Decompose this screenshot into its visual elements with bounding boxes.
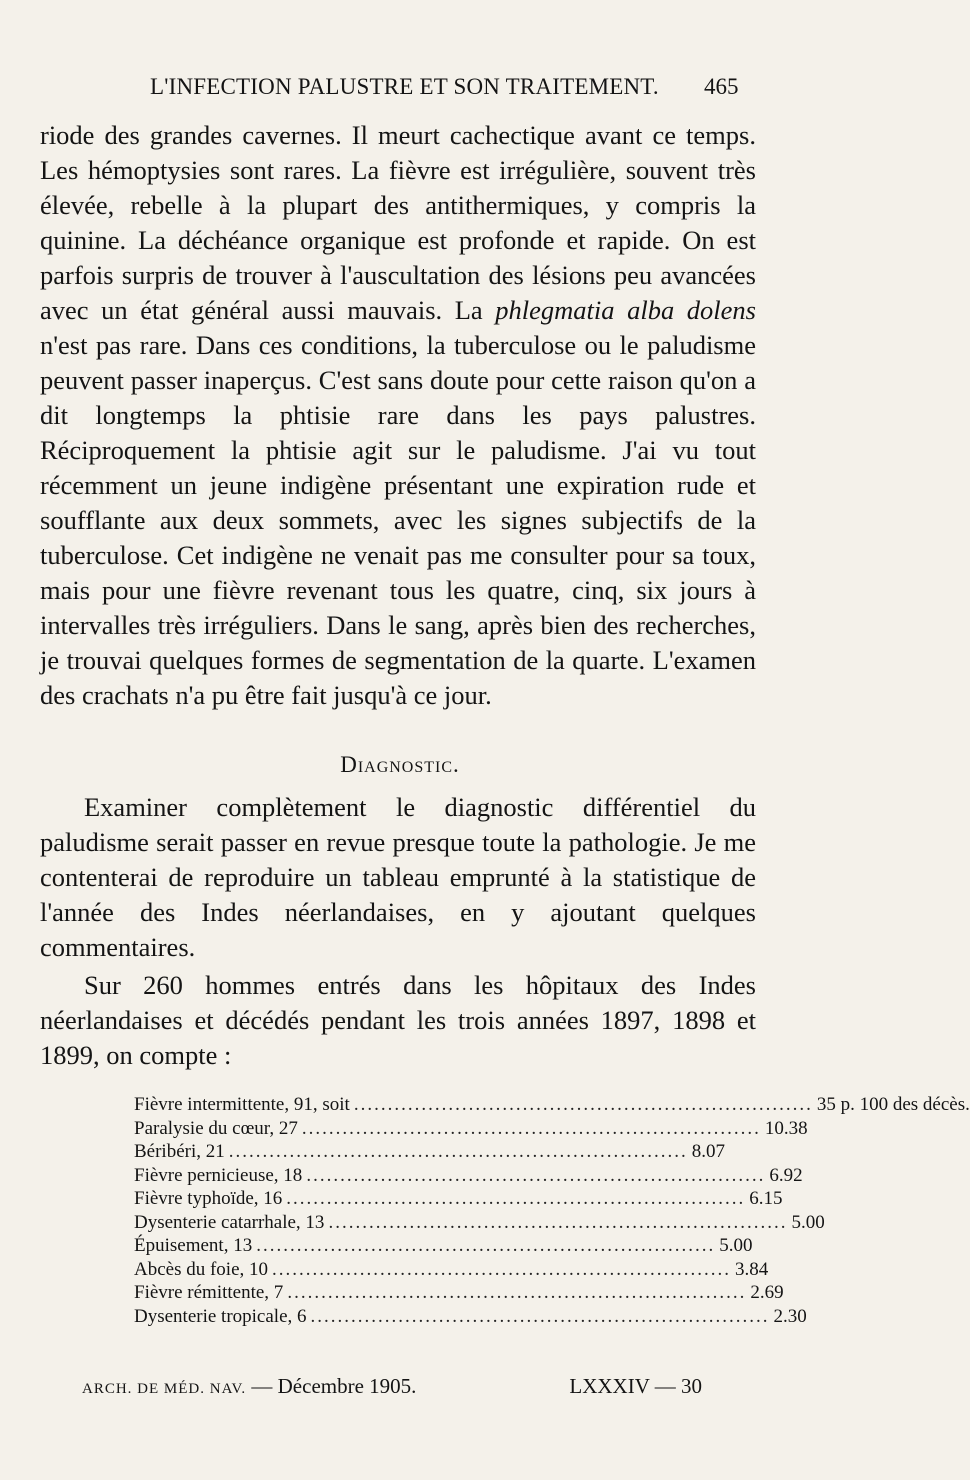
dot-leader: ....................................................................	[353, 1094, 813, 1115]
stat-value: 3.84	[735, 1258, 769, 1280]
dot-leader: ....................................................................	[286, 1188, 746, 1209]
stat-value: 8.07	[691, 1141, 726, 1162]
stat-label: Fièvre intermittente, 91, soit	[134, 1094, 350, 1115]
stat-label: Épuisement, 13	[134, 1235, 253, 1256]
stat-value: 6.92	[769, 1164, 803, 1186]
table-row	[134, 1164, 803, 1188]
stat-value: 2.69	[750, 1282, 784, 1303]
opening-paragraph	[40, 118, 756, 713]
page-number: 465	[704, 74, 739, 99]
running-title: L'INFECTION PALUSTRE ET SON TRAITEMENT.	[150, 74, 659, 99]
diagnostic-paragraph: Examiner complètement le diagnostic différentiel du paludisme serait passer en revue presque toute la pathologie. Je me contenterai de reproduire un tableau emprunté à la statistique de l'année des Indes néerlandaises, en y ajoutant quelques commentaires.	[40, 792, 756, 962]
stat-label: Paralysie du cœur, 27	[134, 1117, 298, 1139]
stat-value: 5.00	[719, 1235, 753, 1256]
section-heading-diagnostic: Diagnostic.	[340, 752, 460, 777]
table-row	[134, 1187, 783, 1211]
journal-issue: — Décembre 1905.	[251, 1374, 417, 1398]
stat-label: Dysenterie catarrhale, 13	[134, 1211, 325, 1233]
journal-abbreviation: ARCH. DE MÉD. NAV.	[82, 1381, 247, 1397]
table-row	[134, 1211, 825, 1235]
stat-label: Fièvre rémittente, 7	[134, 1282, 284, 1303]
stat-label: Béribéri, 21	[134, 1141, 225, 1162]
table-row	[134, 1140, 754, 1164]
paragraph-text-part-2: n'est pas rare. Dans ces conditions, la tuberculose ou le paludisme peuvent passer inaperçus. C'est sans doute pour cette raison qu'on a dit longtemps la phtisie rare dans les pays palustres. Réciproquement la phtisie agit sur le paludisme. J'ai vu tout récemment un jeune indigène présentant une expiration rude et soufflante aux deux sommets, avec les signes subjectifs de la tuberculose. Cet indigène ne venait pas me consulter pour sa toux, mais pour une fièvre revenant tous les quatre, cinq, six jours à intervalles très irréguliers. Dans le sang, après bien des recherches, je trouvai quelques formes de segmentation de la quarte. L'examen des crachats n'a pu être fait jusqu'à ce jour.	[40, 330, 756, 710]
stat-label: Dysenterie tropicale, 6	[134, 1305, 307, 1327]
running-header	[0, 74, 800, 106]
dot-leader: ....................................................................	[328, 1211, 788, 1233]
table-row	[134, 1305, 807, 1329]
stat-label: Fièvre pernicieuse, 18	[134, 1164, 303, 1186]
dot-leader: ....................................................................	[301, 1117, 761, 1139]
dot-leader: ....................................................................	[256, 1235, 716, 1256]
table-row	[134, 1117, 808, 1141]
printer-signature: LXXXIV — 30	[569, 1374, 702, 1398]
dot-leader: ....................................................................	[287, 1282, 747, 1303]
stat-label: Abcès du foie, 10	[134, 1258, 269, 1280]
footer-journal-line	[82, 1374, 416, 1399]
stat-value: 2.30	[773, 1305, 807, 1327]
paragraph-text-part-1: riode des grandes cavernes. Il meurt cachectique avant ce temps. Les hémoptysies sont rares. La fièvre est irrégulière, souvent très élevée, rebelle à la plupart des antithermiques, y compris la quinine. La déchéance organique est profonde et rapide. On est parfois surpris de trouver à l'auscultation des lésions peu avancées avec un état général aussi mauvais. La	[40, 120, 756, 325]
stat-value: 6.15	[749, 1188, 783, 1209]
stat-label: Fièvre typhoïde, 16	[134, 1188, 283, 1209]
dot-leader: ....................................................................	[306, 1164, 766, 1186]
table-row	[134, 1258, 769, 1282]
table-row	[134, 1234, 754, 1258]
statistics-intro-paragraph: Sur 260 hommes entrés dans les hôpitaux des Indes néerlandaises et décédés pendant les trois années 1897, 1898 et 1899, on compte :	[40, 970, 756, 1070]
stat-value: 5.00	[791, 1211, 825, 1233]
stat-value: 10.38	[764, 1117, 808, 1139]
mortality-statistics-table	[134, 1093, 970, 1328]
italic-term: phlegmatia alba dolens	[495, 295, 756, 325]
table-row: Fièvre intermittente, 91, soit .................................................................... 35 p. 100 des décès.	[134, 1094, 970, 1115]
page-footer	[82, 1374, 702, 1402]
dot-leader: ....................................................................	[228, 1141, 688, 1162]
dot-leader: ....................................................................	[310, 1305, 770, 1327]
dot-leader: ....................................................................	[272, 1258, 732, 1280]
table-row	[134, 1281, 784, 1305]
